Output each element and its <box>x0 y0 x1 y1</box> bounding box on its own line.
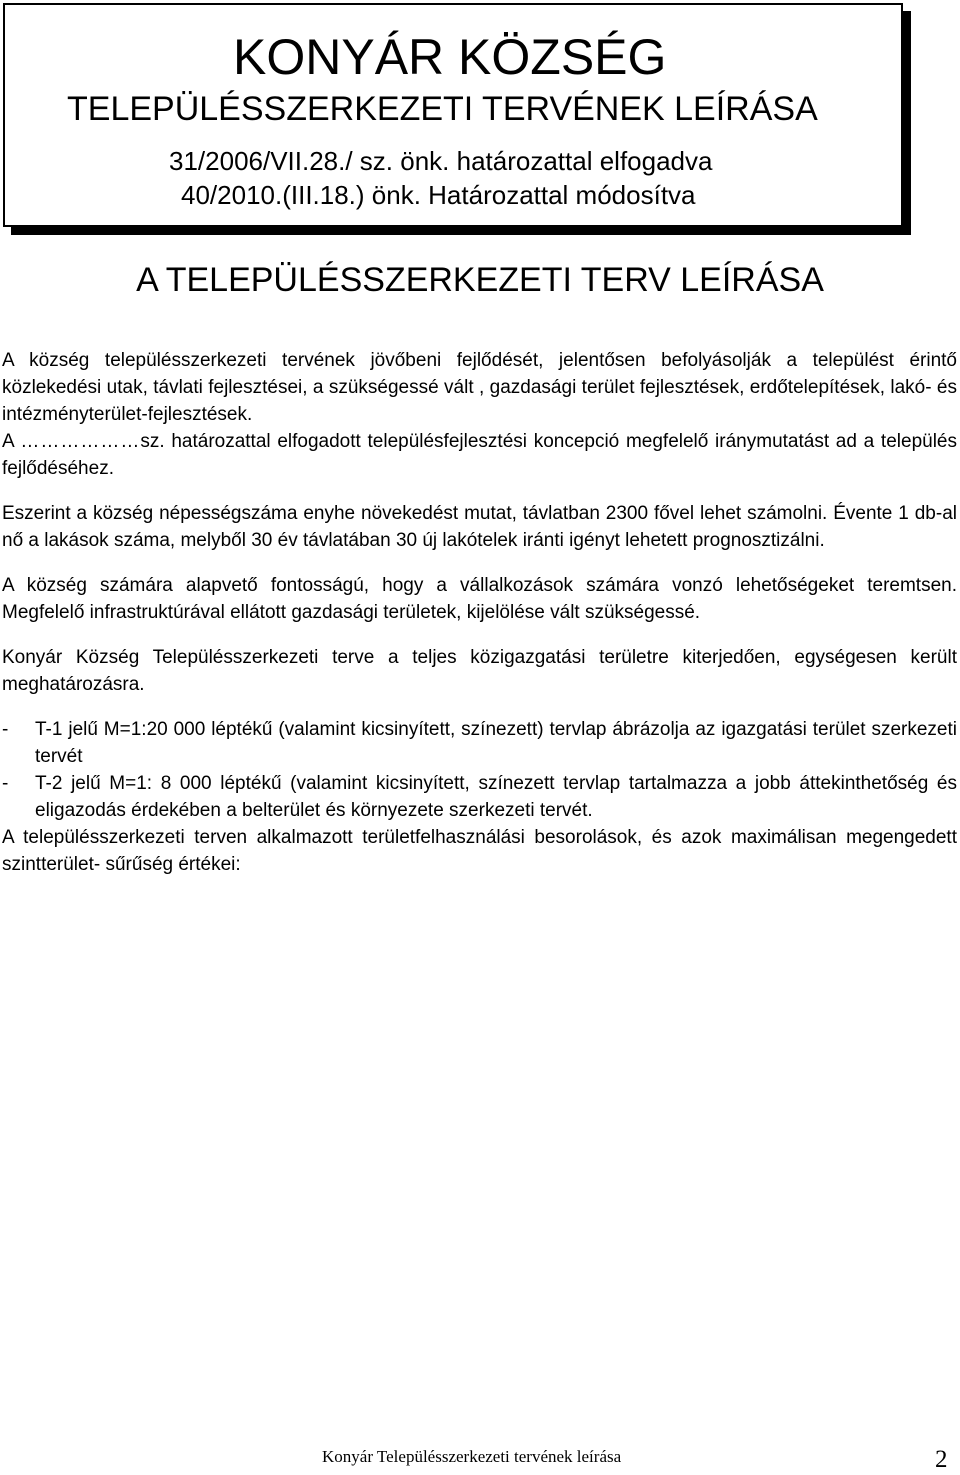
list-item <box>2 716 957 770</box>
paragraph-land-use: A településszerkezeti terven alkalmazott területfelhasználási besorolások, és azok maximálisan megengedett szintterület- sűrűség értékei: <box>2 827 957 875</box>
paragraph-development-factors: A község településszerkezeti tervének jövőbeni fejlődését, jelentősen befolyásolják a települést érintő közlekedési utak, távlati fejlesztései, a szükségessé vált , gazdasági terület fejlesztések, erdőtelepítések, lakó- és intézményterület-fejlesztések. <box>2 350 957 425</box>
concept-text: sz. határozattal elfogadott településfejlesztési koncepció megfelelő iránymutatást ad a település fejlődéséhez. <box>2 431 957 479</box>
concept-article: A <box>2 431 14 452</box>
municipality-title: KONYÁR KÖZSÉG <box>233 29 667 85</box>
adoption-resolution: 31/2006/VII.28./ sz. önk. határozattal elfogadva <box>169 146 713 176</box>
list-item-text: T-2 jelű M=1: 8 000 léptékű (valamint kicsinyített, színezett tervlap tartalmazza a jobb áttekinthetőség és eligazodás érdekében a belterület és környezete szerkezeti tervét. <box>35 773 957 821</box>
paragraph-concept-reference <box>2 428 957 482</box>
resolution-number-placeholder: ……………… <box>20 431 141 452</box>
title-box <box>3 3 903 227</box>
paragraph-economy: A község számára alapvető fontosságú, hogy a vállalkozások számára vonzó lehetőségeket teremtsen. Megfelelő infrastruktúrával ellátott gazdasági területek, kijelölése vált szükségessé. <box>2 575 957 623</box>
paragraph-plan-scope: Konyár Község Településszerkezeti terve a teljes közigazgatási területre kiterjedően, egységesen került meghatározásra. <box>2 647 957 695</box>
page-footer: Konyár Településszerkezeti tervének leírása <box>322 1447 622 1466</box>
amendment-resolution: 40/2010.(III.18.) önk. Határozattal módosítva <box>181 180 696 210</box>
body-text <box>2 347 957 878</box>
page-number: 2 <box>935 1446 948 1473</box>
list-bullet: - <box>2 719 9 740</box>
document-title: TELEPÜLÉSSZERKEZETI TERVÉNEK LEÍRÁSA <box>67 90 818 128</box>
section-heading: A TELEPÜLÉSSZERKEZETI TERV LEÍRÁSA <box>136 261 824 299</box>
paragraph-population: Eszerint a község népességszáma enyhe növekedést mutat, távlatban 2300 fővel lehet számolni. Évente 1 db-al nő a lakások száma, melyből 30 év távlatában 30 új lakótelek iránti igényt lehetett prognosztizálni. <box>2 503 957 551</box>
list-item <box>2 770 957 824</box>
list-item-text: T-1 jelű M=1:20 000 léptékű (valamint kicsinyített, színezett) tervlap ábrázolja az igazgatási terület szerkezeti tervét <box>35 719 957 767</box>
list-bullet: - <box>2 773 9 794</box>
